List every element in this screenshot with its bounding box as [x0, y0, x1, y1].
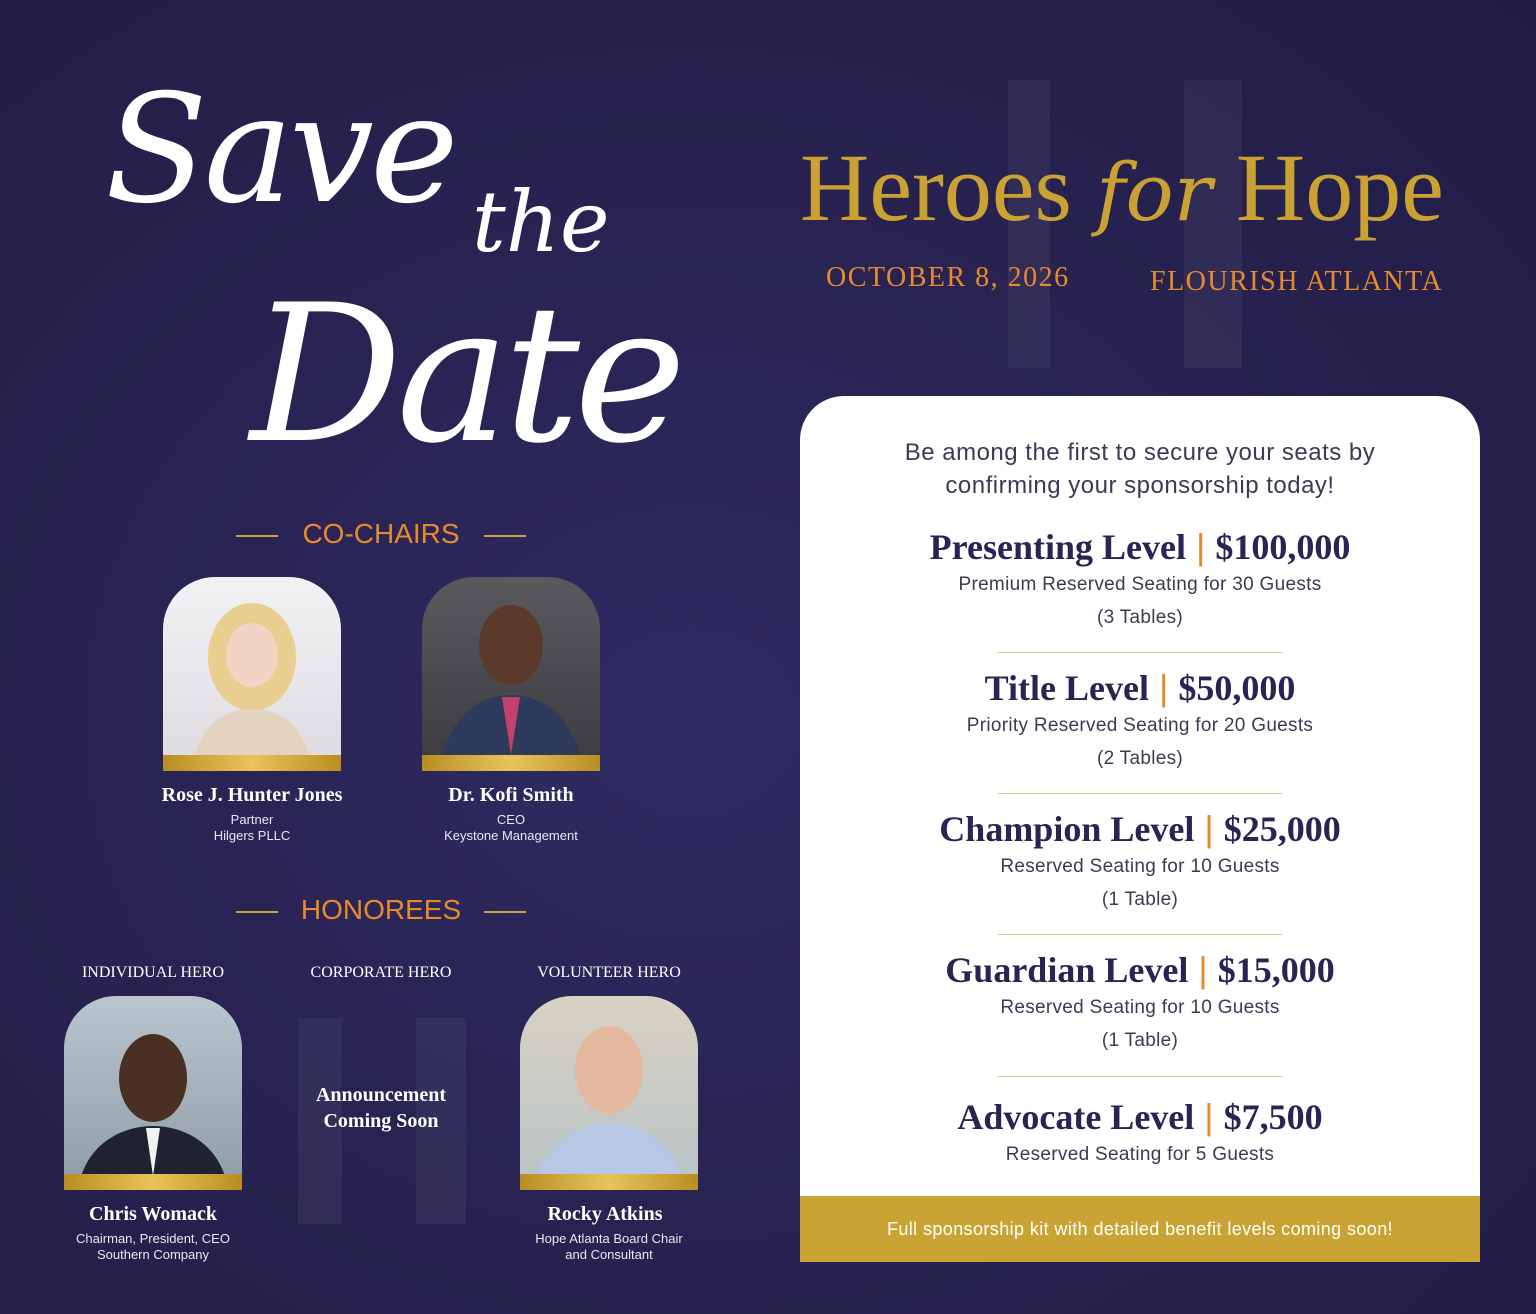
co-chair-name: Dr. Kofi Smith	[448, 784, 574, 806]
divider	[998, 1076, 1282, 1077]
level-tables: (2 Tables)	[1096, 748, 1184, 769]
level-separator: |	[1198, 949, 1208, 990]
honorees-heading: HONOREES	[236, 894, 526, 926]
co-chair-org: Keystone Management	[444, 828, 578, 843]
volunteer-hero-category: VOLUNTEER HERO	[537, 964, 681, 981]
co-chair-name: Rose J. Hunter Jones	[161, 784, 343, 806]
event-logo-title	[800, 134, 1444, 241]
date-script-text: Date	[250, 264, 681, 485]
sponsor-level-advocate	[800, 1096, 1480, 1171]
announcement-line-1: Announcement	[315, 1084, 446, 1106]
the-script-text: the	[472, 173, 610, 271]
sponsorship-card	[800, 396, 1480, 1262]
level-tables: (3 Tables)	[1096, 607, 1184, 628]
sponsor-level-guardian	[800, 949, 1480, 1057]
volunteer-hero-role: Hope Atlanta Board Chair	[535, 1231, 683, 1246]
level-name: Guardian Level	[945, 950, 1189, 990]
sponsorship-intro	[840, 436, 1440, 502]
volunteer-hero-name: Rocky Atkins	[547, 1203, 663, 1225]
level-separator: |	[1204, 808, 1214, 849]
level-name: Advocate Level	[957, 1097, 1195, 1137]
gold-band	[64, 1174, 242, 1190]
co-chair-role: CEO	[496, 812, 526, 827]
level-tables: (1 Table)	[1101, 1030, 1179, 1051]
level-description: Reserved Seating for 10 Guests	[1000, 856, 1280, 877]
level-tables: (1 Table)	[1101, 889, 1179, 910]
gold-band	[422, 755, 600, 771]
individual-hero-org: Southern Company	[96, 1247, 209, 1262]
level-price: $25,000	[1223, 809, 1341, 849]
person-silhouette-icon	[422, 577, 600, 771]
corporate-hero-category: CORPORATE HERO	[310, 964, 452, 981]
event-date: OCTOBER 8, 2026	[826, 262, 1070, 293]
co-chair-role: Partner	[230, 812, 274, 827]
level-description: Reserved Seating for 10 Guests	[1000, 997, 1280, 1018]
sponsor-level-presenting	[800, 526, 1480, 634]
level-name: Title Level	[984, 668, 1149, 708]
save-script-text: Save	[105, 63, 455, 237]
level-description: Premium Reserved Seating for 30 Guests	[958, 574, 1322, 595]
divider	[998, 652, 1282, 653]
sponsor-level-champion	[800, 808, 1480, 916]
chris-womack-photo	[64, 996, 242, 1190]
level-name: Champion Level	[939, 809, 1195, 849]
event-title-hope: Hope	[1235, 134, 1444, 241]
intro-line-1: Be among the first to secure your seats by	[904, 439, 1376, 466]
level-price: $7,500	[1223, 1097, 1323, 1137]
individual-hero-name: Chris Womack	[89, 1203, 217, 1225]
level-price: $15,000	[1217, 950, 1335, 990]
person-silhouette-icon	[163, 577, 341, 771]
level-description: Priority Reserved Seating for 20 Guests	[966, 715, 1314, 736]
individual-hero-category: INDIVIDUAL HERO	[81, 964, 225, 981]
level-separator: |	[1204, 1096, 1214, 1137]
event-title-for: for	[1095, 146, 1212, 239]
person-silhouette-icon	[520, 996, 698, 1190]
volunteer-hero-org: and Consultant	[565, 1247, 653, 1262]
divider	[998, 793, 1282, 794]
corporate-announcement	[286, 1082, 476, 1134]
rose-hunter-jones-photo	[163, 577, 341, 771]
co-chair-org: Hilgers PLLC	[213, 828, 291, 843]
individual-hero-role: Chairman, President, CEO	[76, 1231, 230, 1246]
event-venue: FLOURISH ATLANTA	[1150, 266, 1444, 297]
divider	[998, 934, 1282, 935]
gold-band	[163, 755, 341, 771]
co-chairs-heading: CO-CHAIRS	[236, 518, 526, 550]
person-silhouette-icon	[64, 996, 242, 1190]
level-price: $100,000	[1215, 527, 1351, 567]
level-separator: |	[1195, 526, 1206, 567]
announcement-line-2: Coming Soon	[323, 1110, 439, 1132]
event-title-heroes: Heroes	[800, 134, 1072, 241]
level-separator: |	[1158, 667, 1169, 708]
sponsorship-footer-bar: Full sponsorship kit with detailed benefit levels coming soon!	[800, 1196, 1480, 1262]
level-price: $50,000	[1178, 668, 1296, 708]
level-description: Reserved Seating for 5 Guests	[1005, 1144, 1275, 1165]
sponsor-level-title	[800, 667, 1480, 775]
kofi-smith-photo	[422, 577, 600, 771]
intro-line-2: confirming your sponsorship today!	[945, 472, 1335, 499]
level-name: Presenting Level	[929, 527, 1186, 567]
gold-band	[520, 1174, 698, 1190]
rocky-atkins-photo	[520, 996, 698, 1190]
